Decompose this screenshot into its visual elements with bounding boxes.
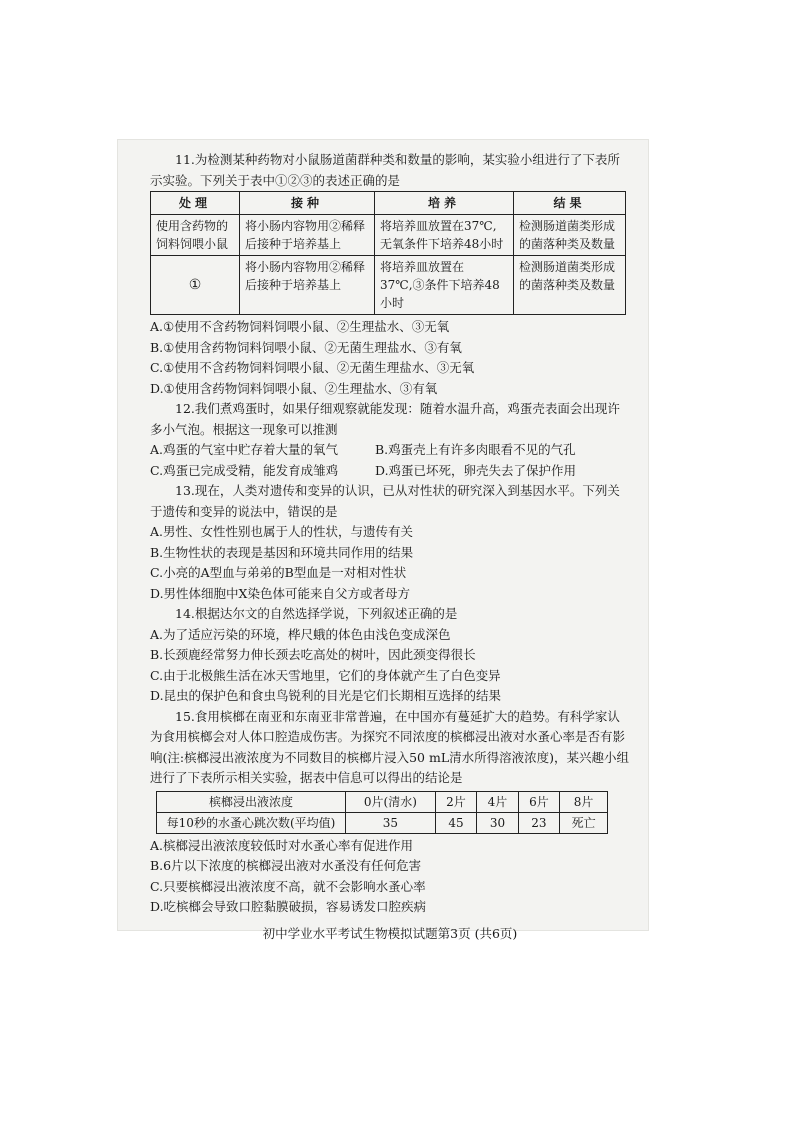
q15-concentration-cell: 4片 [477,791,518,812]
q12-stem: 12.我们煮鸡蛋时，如果仔细观察就能发现：随着水温升高，鸡蛋壳表面会出现许多小气泡。根据这一现象可以推测 [150,401,620,437]
q15-header-label: 槟榔浸出液浓度 [157,791,346,812]
q11-header-cell: 培养 [375,192,514,215]
q15-concentration-cell: 0片(清水) [346,791,436,812]
q11-option-d: D.①使用含药物饲料饲喂小鼠、②生理盐水、③有氧 [150,380,438,396]
table-row [151,256,626,315]
q15-concentration-cell: 8片 [560,791,608,812]
q15-stem: 15.食用槟榔在南亚和东南亚非常普遍，在中国亦有蔓延扩大的趋势。有科学家认为食用槟榔会对人体口腔造成伤害。为探究不同浓度的槟榔浸出液对水蚤心率是否有影响(注:槟榔浸出液浓度为不同数目的槟榔片浸入50 mL清水所得溶液浓度)，某兴趣小组进行了下表所示相关实验，据表中信息可以得出的结论是 [150,708,629,785]
q11-option-a: A.①使用不含药物饲料饲喂小鼠、②生理盐水、③无氧 [150,319,450,334]
q11-header-cell: 处理 [151,192,240,215]
q12-option-a: A.鸡蛋的气室中贮存着大量的氧气 [150,442,339,457]
q15-option-a: A.槟榔浸出液浓度较低时对水蚤心率有促进作用 [150,837,414,853]
q15-value-cell: 23 [518,812,559,833]
page-content [150,150,630,944]
q14-option-c: C.由于北极熊生活在冰天雪地里，它们的身体就产生了白色变异 [150,667,501,683]
q14-option-d: D.昆虫的保护色和食虫鸟锐利的目光是它们长期相互选择的结果 [150,688,502,703]
page-footer: 初中学业水平考试生物模拟试题第3页 (共6页) [262,925,518,941]
q14-stem: 14.根据达尔文的自然选择学说，下列叙述正确的是 [175,606,458,621]
q15-value-cell: 30 [477,812,518,833]
q11-cell: 检测肠道菌类形成的菌落种类及数量 [514,256,626,315]
q11-cell: 检测肠道菌类形成的菌落种类及数量 [514,215,626,256]
q14-option-b: B.长颈鹿经常努力伸长颈去吃高处的树叶，因此颈变得很长 [150,647,476,662]
q15-value-cell: 35 [346,812,436,833]
q13-option-a: A.男性、女性性别也属于人的性状，与遗传有关 [150,524,414,539]
q11-stem: 11.为检测某种药物对小鼠肠道菌群种类和数量的影响，某实验小组进行了下表所示实验。下列关于表中①②③的表述正确的是 [150,152,620,188]
q15-value-cell: 死亡 [560,812,608,833]
q11-cell: 使用含药物的饲料饲喂小鼠 [151,215,240,256]
q11-option-c: C.①使用不含药物饲料饲喂小鼠、②无菌生理盐水、③无氧 [150,360,475,375]
q13-option-c: C.小亮的A型血与弟弟的B型血是一对相对性状 [150,565,407,580]
q11-table [150,191,626,315]
q11-cell: ① [151,256,240,315]
q15-table-header-row [157,791,608,812]
q13-option-b: B.生物性状的表现是基因和环境共同作用的结果 [150,544,414,560]
q15-table [156,791,608,834]
q15-row-label: 每10秒的水蚤心跳次数(平均值) [157,812,346,833]
q11-table-header-row [151,192,626,215]
q11-option-b: B.①使用含药物饲料饲喂小鼠、②无菌生理盐水、③有氧 [150,339,462,355]
q11-cell: 将培养皿放置在37℃,③条件下培养48小时 [375,256,514,315]
q13-option-d: D.男性体细胞中X染色体可能来自父方或者母方 [150,585,410,601]
q15-option-b: B.6片以下浓度的槟榔浸出液对水蚤没有任何危害 [150,858,422,873]
table-row [157,812,608,833]
q12-options-row-1 [150,440,630,461]
q15-option-c: C.只要槟榔浸出液浓度不高，就不会影响水蚤心率 [150,878,426,894]
q13-stem: 13.现在，人类对遗传和变异的认识，已从对性状的研究深入到基因水平。下列关于遗传和变异的说法中，错误的是 [150,483,620,519]
q15-value-cell: 45 [435,812,476,833]
q11-cell: 将小肠内容物用②稀释后接种于培养基上 [240,256,375,315]
q15-concentration-cell: 6片 [518,791,559,812]
q12-options-row-2 [150,461,630,482]
q12-option-b: B.鸡蛋壳上有许多肉眼看不见的气孔 [375,442,576,457]
q14-option-a: A.为了适应污染的环境，桦尺蛾的体色由浅色变成深色 [150,626,451,642]
q15-option-d: D.吃槟榔会导致口腔黏膜破损，容易诱发口腔疾病 [150,899,427,914]
q15-concentration-cell: 2片 [435,791,476,812]
q11-header-cell: 结果 [514,192,626,215]
q11-header-cell: 接种 [240,192,375,215]
table-row [151,215,626,256]
q12-option-d: D.鸡蛋已坏死，卵壳失去了保护作用 [375,462,577,478]
q11-cell: 将培养皿放置在37℃,无氧条件下培养48小时 [375,215,514,256]
q12-option-c: C.鸡蛋已完成受精，能发育成雏鸡 [150,462,339,478]
q11-cell: 将小肠内容物用②稀释后接种于培养基上 [240,215,375,256]
